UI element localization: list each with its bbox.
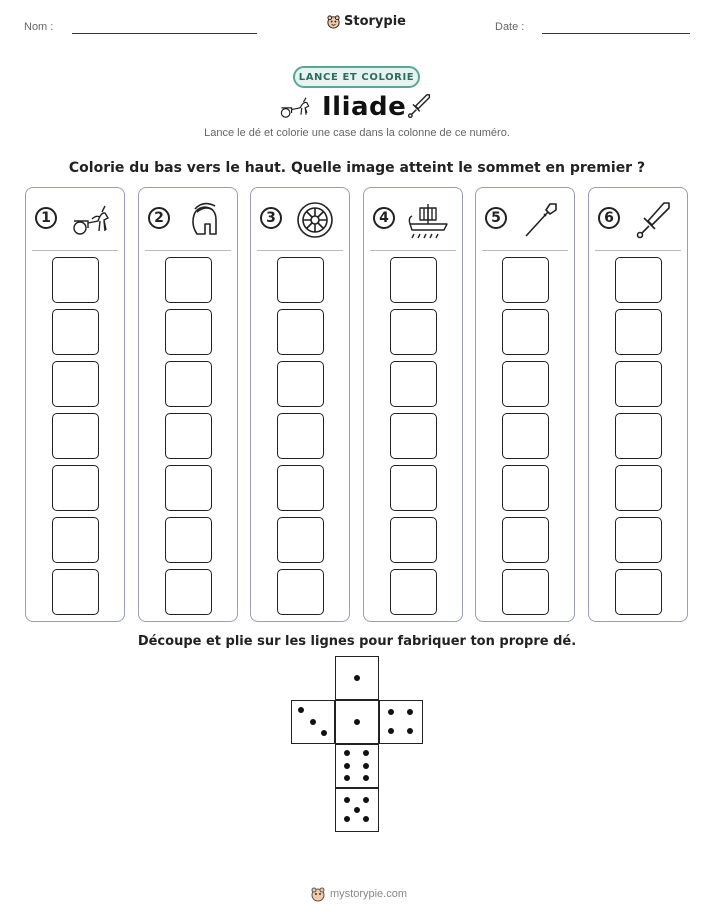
color-cell[interactable] <box>165 465 212 511</box>
column-divider <box>32 250 118 251</box>
color-cell[interactable] <box>277 413 324 459</box>
page-title: Iliade <box>322 92 407 122</box>
brand <box>326 14 406 29</box>
column-number: 1 <box>35 207 57 229</box>
column-header <box>26 188 124 250</box>
column-header <box>476 188 574 250</box>
dice-pip <box>363 763 369 769</box>
chariot-icon <box>278 94 312 120</box>
ship-icon <box>408 200 448 240</box>
chariot-icon <box>70 200 110 240</box>
color-cell[interactable] <box>502 465 549 511</box>
color-cell[interactable] <box>277 465 324 511</box>
dice-pip <box>310 719 316 725</box>
column-number: 2 <box>148 207 170 229</box>
dice-face-1 <box>335 656 379 700</box>
color-cell[interactable] <box>277 309 324 355</box>
dice-face-5 <box>335 788 379 832</box>
column-4 <box>363 187 463 622</box>
column-1 <box>25 187 125 622</box>
color-cell[interactable] <box>502 413 549 459</box>
dice-face-3 <box>291 700 335 744</box>
dice-pip <box>363 797 369 803</box>
color-cell[interactable] <box>165 309 212 355</box>
color-cell[interactable] <box>615 517 662 563</box>
color-cell[interactable] <box>615 413 662 459</box>
color-cell[interactable] <box>502 569 549 615</box>
instruction: Colorie du bas vers le haut. Quelle image atteint le sommet en premier ? <box>68 160 646 176</box>
dice-pip <box>344 797 350 803</box>
dice-pip <box>344 763 350 769</box>
column-6 <box>588 187 688 622</box>
color-cell[interactable] <box>390 309 437 355</box>
color-cell[interactable] <box>52 361 99 407</box>
color-cell[interactable] <box>502 309 549 355</box>
color-cell[interactable] <box>165 361 212 407</box>
color-cell[interactable] <box>615 569 662 615</box>
storypie-logo-icon <box>326 14 341 29</box>
column-number: 3 <box>260 207 282 229</box>
dice-pip <box>344 816 350 822</box>
dice-pip <box>407 709 413 715</box>
activity-badge: LANCE ET COLORIE <box>293 66 420 88</box>
shield-icon <box>295 200 335 240</box>
date-label: Date : <box>495 21 525 33</box>
column-5 <box>475 187 575 622</box>
dice-pip <box>363 775 369 781</box>
color-cell[interactable] <box>390 413 437 459</box>
name-label: Nom : <box>24 21 54 33</box>
color-cell[interactable] <box>615 465 662 511</box>
helmet-icon <box>183 200 223 240</box>
dice-pip <box>354 719 360 725</box>
dice-pip <box>363 816 369 822</box>
dice-face-1 <box>335 700 379 744</box>
date-line[interactable] <box>542 33 690 34</box>
color-cell[interactable] <box>165 517 212 563</box>
color-cell[interactable] <box>52 257 99 303</box>
color-cell[interactable] <box>390 465 437 511</box>
name-line[interactable] <box>72 33 257 34</box>
column-divider <box>257 250 343 251</box>
column-3 <box>250 187 350 622</box>
color-cell[interactable] <box>52 465 99 511</box>
dice-pip <box>363 750 369 756</box>
dice-pip <box>344 750 350 756</box>
dice-pip <box>388 709 394 715</box>
column-number: 6 <box>598 207 620 229</box>
column-header <box>589 188 687 250</box>
color-cell[interactable] <box>615 257 662 303</box>
color-cell[interactable] <box>615 309 662 355</box>
dice-pip <box>354 807 360 813</box>
footer <box>310 886 407 902</box>
color-cell[interactable] <box>52 309 99 355</box>
footer-url[interactable]: mystorypie.com <box>330 888 408 900</box>
column-header <box>139 188 237 250</box>
color-cell[interactable] <box>390 569 437 615</box>
dice-pip <box>354 675 360 681</box>
dice-instruction: Découpe et plie sur les lignes pour fabriquer ton propre dé. <box>137 634 577 649</box>
brand-name: Storypie <box>344 14 406 29</box>
column-divider <box>595 250 681 251</box>
spear-icon <box>520 200 560 240</box>
column-divider <box>145 250 231 251</box>
color-cell[interactable] <box>502 517 549 563</box>
color-cell[interactable] <box>390 517 437 563</box>
color-cell[interactable] <box>165 569 212 615</box>
color-cell[interactable] <box>390 361 437 407</box>
color-cell[interactable] <box>277 257 324 303</box>
color-cell[interactable] <box>277 569 324 615</box>
dice-pip <box>388 728 394 734</box>
column-2 <box>138 187 238 622</box>
sword-icon <box>633 200 673 240</box>
color-cell[interactable] <box>52 413 99 459</box>
sword-icon <box>406 92 432 122</box>
dice-pip <box>321 730 327 736</box>
column-number: 4 <box>373 207 395 229</box>
color-cell[interactable] <box>277 361 324 407</box>
color-cell[interactable] <box>165 257 212 303</box>
color-cell[interactable] <box>390 257 437 303</box>
column-divider <box>370 250 456 251</box>
dice-face-4 <box>379 700 423 744</box>
color-cell[interactable] <box>502 257 549 303</box>
color-cell[interactable] <box>502 361 549 407</box>
column-header <box>251 188 349 250</box>
color-cell[interactable] <box>52 517 99 563</box>
color-cell[interactable] <box>615 361 662 407</box>
dice-pip <box>407 728 413 734</box>
storypie-logo-icon <box>310 886 326 902</box>
dice-pip <box>298 707 304 713</box>
color-cell[interactable] <box>277 517 324 563</box>
column-number: 5 <box>485 207 507 229</box>
column-header <box>364 188 462 250</box>
subtitle: Lance le dé et colorie une case dans la colonne de ce numéro. <box>204 127 510 139</box>
dice-face-6 <box>335 744 379 788</box>
color-cell[interactable] <box>52 569 99 615</box>
color-cell[interactable] <box>165 413 212 459</box>
dice-pip <box>344 775 350 781</box>
column-divider <box>482 250 568 251</box>
